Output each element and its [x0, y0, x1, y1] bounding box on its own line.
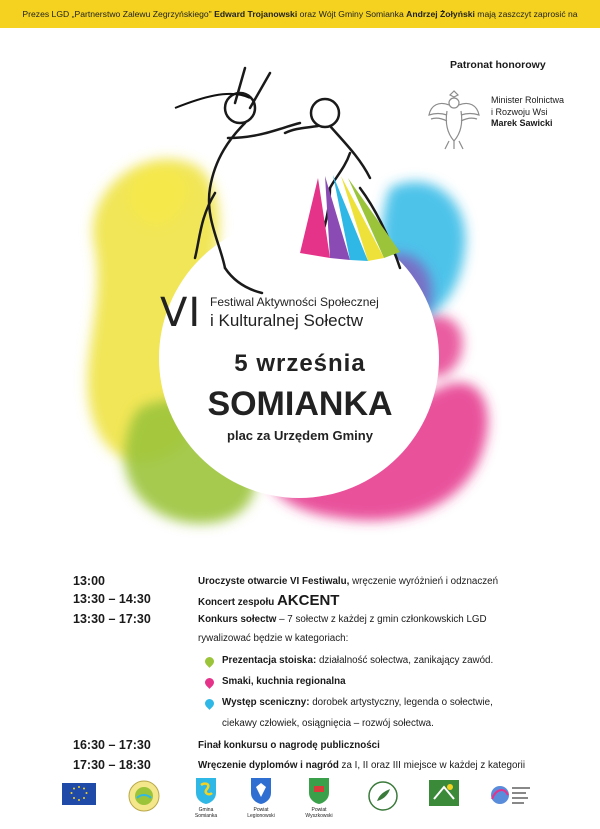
category-item — [0, 653, 600, 673]
powiat-legionowski-caption: Powiat Legionowski — [247, 807, 275, 819]
schedule-time: 13:30 – 14:30 — [73, 592, 151, 606]
schedule-time: 16:30 – 17:30 — [73, 738, 151, 752]
invitation-part3: mają zaszczyt zaprosić na — [477, 9, 578, 19]
ribbon-decoration — [175, 94, 250, 108]
schedule-desc: Finał konkursu o nagrodę publiczności — [198, 740, 380, 751]
festival-edition: VI — [160, 290, 202, 336]
category-desc: Występ sceniczny: dorobek artystyczny, legenda o sołectwie, — [222, 697, 493, 708]
schedule-desc: Wręczenie dyplomów i nagród za I, II oraz III miejsce w każdej z kategorii — [198, 760, 526, 771]
gmina-somianka-caption: Gmina Somianka — [194, 807, 218, 819]
band-name: AKCENT — [276, 592, 340, 609]
festival-place: SOMIANKA — [207, 385, 393, 423]
schedule-row — [0, 738, 600, 758]
category-item — [0, 674, 600, 694]
eu-flag-logo — [62, 783, 96, 809]
schedule-desc: rywalizować będzie w kategoriach: — [198, 633, 349, 644]
powiat-wyszkowski-caption: Powiat Wyszkowski — [305, 807, 333, 819]
lgd-logo — [127, 779, 161, 813]
invitation-part1: Prezes LGD „Partnerstwo Zalewu Zegrzyńskiego" — [22, 9, 212, 19]
minister-info — [491, 95, 564, 130]
festival-date: 5 września — [234, 350, 366, 377]
schedule-desc: Konkurs sołectw – 7 sołectw z każdej z gmin członkowskich LGD — [198, 614, 487, 625]
schedule-desc: Uroczyste otwarcie VI Festiwalu, wręczenie wyróżnień i odznaczeń — [198, 576, 499, 587]
minister-line2: i Rozwoju Wsi — [491, 106, 548, 117]
category-desc: Prezentacja stoiska: działalność sołectwa, zanikający zawód. — [222, 655, 494, 666]
festival-title-line1: Festiwal Aktywności Społecznej — [210, 295, 379, 309]
schedule-time: 17:30 – 18:30 — [73, 758, 151, 772]
festival-title-line2: i Kulturalnej Sołectw — [210, 311, 364, 330]
schedule-row — [0, 574, 600, 594]
category-continuation — [0, 716, 600, 736]
category-item — [0, 695, 600, 715]
schedule-row — [0, 612, 600, 632]
invitation-part2: oraz Wójt Gminy Somianka — [299, 9, 404, 19]
invitation-name2: Andrzej Żołyński — [406, 9, 475, 19]
bullet-pink-icon — [203, 676, 216, 689]
schedule-row — [0, 631, 600, 651]
category-desc: Smaki, kuchnia regionalna — [222, 676, 346, 687]
bullet-blue-icon — [203, 697, 216, 710]
invitation-bar — [0, 0, 600, 28]
gmina-somianka-logo — [195, 777, 217, 805]
schedule-time: 13:00 — [73, 574, 105, 588]
leader-logo — [428, 779, 460, 807]
polish-eagle-emblem-icon — [425, 83, 483, 151]
sponsor-logos — [0, 775, 600, 829]
powiat-legionowski-logo — [250, 777, 272, 805]
festival-venue: plac za Urzędem Gminy — [227, 428, 373, 443]
prow-logo — [368, 781, 398, 811]
invitation-text — [22, 9, 577, 19]
invitation-name1: Edward Trojanowski — [214, 9, 298, 19]
schedule-row — [0, 592, 600, 612]
schedule-time: 13:30 – 17:30 — [73, 612, 151, 626]
minister-name: Marek Sawicki — [491, 118, 553, 128]
patronage-title: Patronat honorowy — [450, 59, 546, 71]
bullet-green-icon — [203, 655, 216, 668]
mazowsze-logo — [488, 781, 534, 811]
minister-line1: Minister Rolnictwa — [491, 95, 565, 105]
powiat-wyszkowski-logo — [308, 777, 330, 805]
schedule-desc: Koncert zespołu AKCENT — [198, 592, 340, 609]
category-desc: ciekawy człowiek, osiągnięcia – rozwój sołectwa. — [222, 718, 434, 729]
